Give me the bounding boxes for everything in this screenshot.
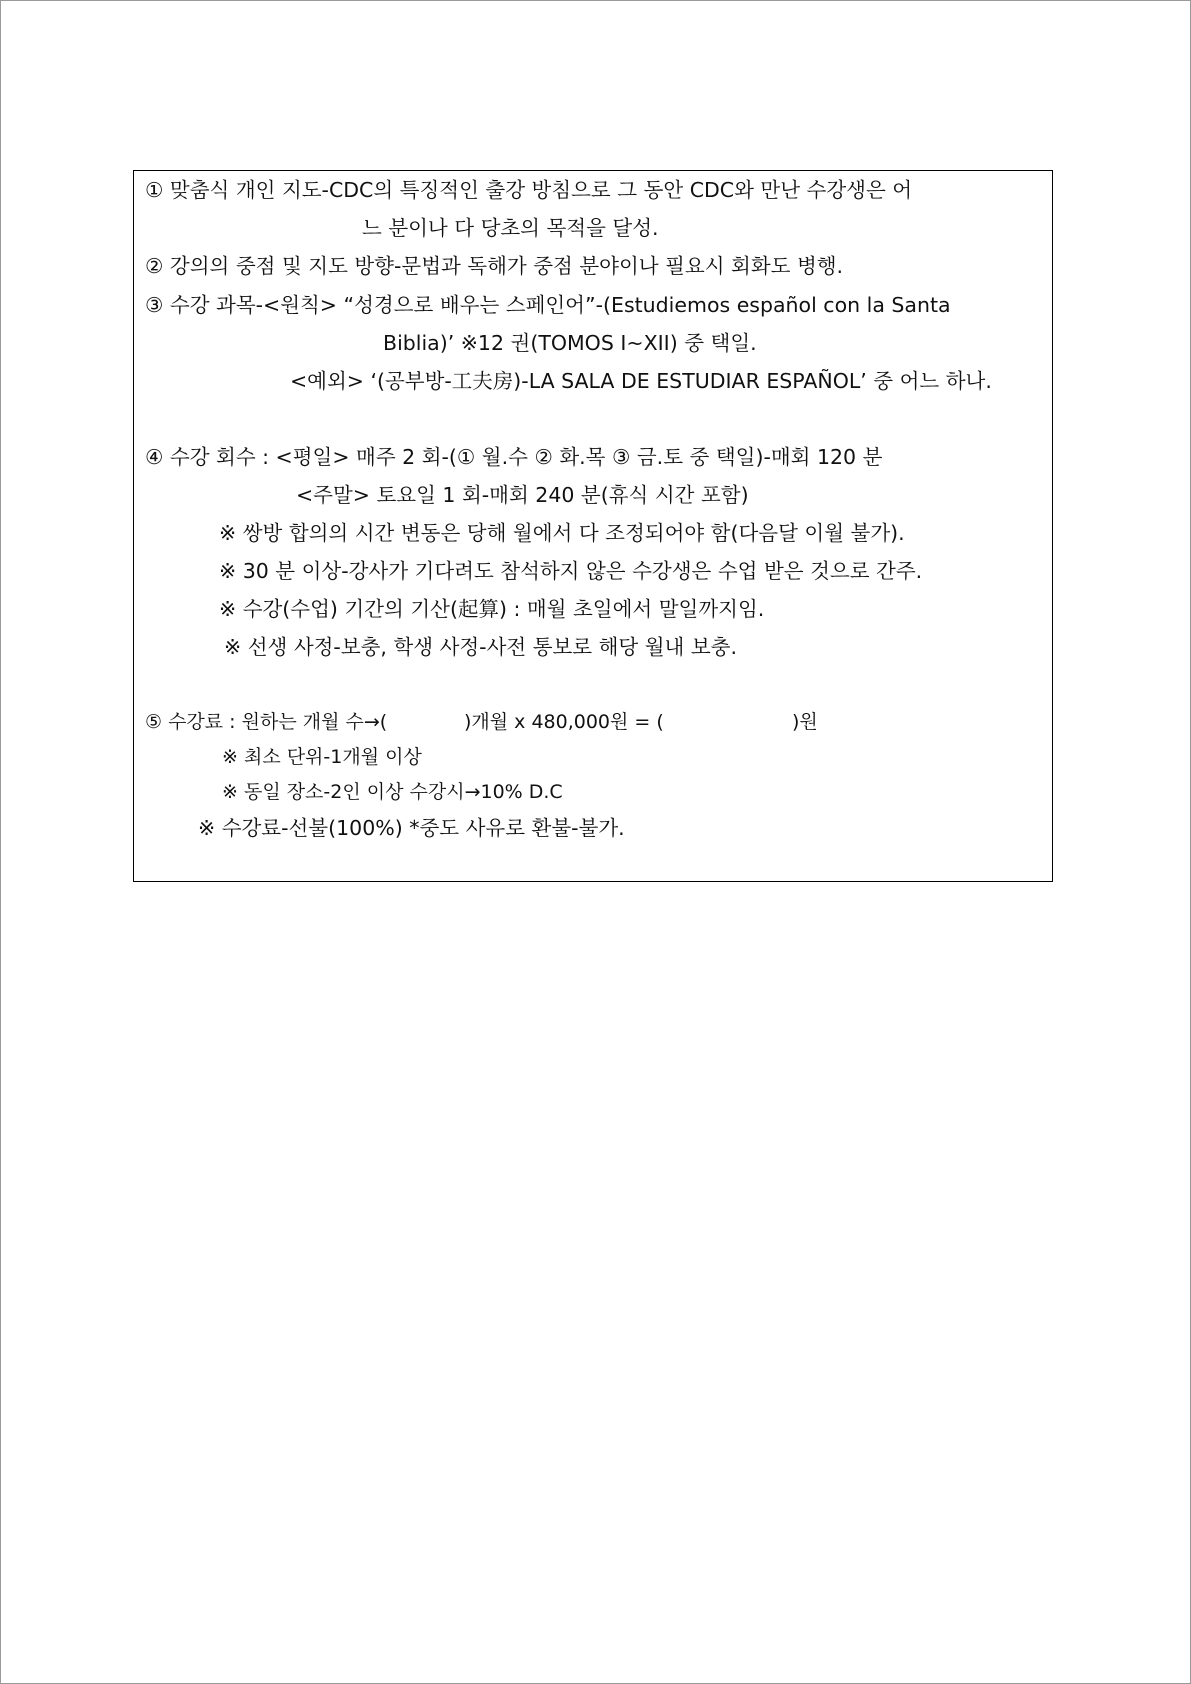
section-5-note-3: ※ 수강료-선불(100%) *중도 사유로 환불-불가.: [198, 816, 625, 840]
section-4-note-4: ※ 선생 사정-보충, 학생 사정-사전 통보로 해당 월내 보충.: [224, 635, 737, 659]
section-5-fee-label: ⑤ 수강료 : 원하는 개월 수→(: [145, 711, 388, 733]
section-1-line-1: ① 맞춤식 개인 지도-CDC의 특징적인 출강 방침으로 그 동안 CDC와 만난 수강생은 어: [145, 178, 913, 202]
section-4-note-3: ※ 수강(수업) 기간의 기산(起算) : 매월 초일에서 말일까지임.: [219, 597, 765, 621]
section-5-note-2: ※ 동일 장소-2인 이상 수강시→10% D.C: [222, 781, 563, 803]
section-5-note-1: ※ 최소 단위-1개월 이상: [222, 746, 422, 768]
section-3-line-3: <예외> ‘(공부방-工夫房)-LA SALA DE ESTUDIAR ESPAÑOL’ 중 어느 하나.: [290, 369, 992, 393]
section-1-line-2: 느 분이나 다 당초의 목적을 달성.: [362, 216, 659, 240]
section-4-line-2: <주말> 토요일 1 회-매회 240 분(휴식 시간 포함): [296, 483, 749, 507]
section-2-line-1: ② 강의의 중점 및 지도 방향-문법과 독해가 중점 분야이나 필요시 회화도 병행.: [145, 254, 844, 278]
section-5-fee-months: )개월 x 480,000원 = (: [464, 711, 664, 733]
section-3-line-1: ③ 수강 과목-<원칙> “성경으로 배우는 스페인어”-(Estudiemos español con la Santa: [145, 293, 951, 317]
section-4-line-1: ④ 수강 회수 : <평일> 매주 2 회-(① 월.수 ② 화.목 ③ 금.토 중 택일)-매회 120 분: [145, 445, 883, 469]
section-3-line-2: Biblia)’ ※12 권(TOMOS I~XII) 중 택일.: [383, 331, 757, 355]
section-5-fee-total: )원: [792, 711, 818, 733]
section-4-note-2: ※ 30 분 이상-강사가 기다려도 참석하지 않은 수강생은 수업 받은 것으로 간주.: [219, 559, 923, 583]
section-4-note-1: ※ 쌍방 합의의 시간 변동은 당해 월에서 다 조정되어야 함(다음달 이월 불가).: [219, 521, 905, 545]
